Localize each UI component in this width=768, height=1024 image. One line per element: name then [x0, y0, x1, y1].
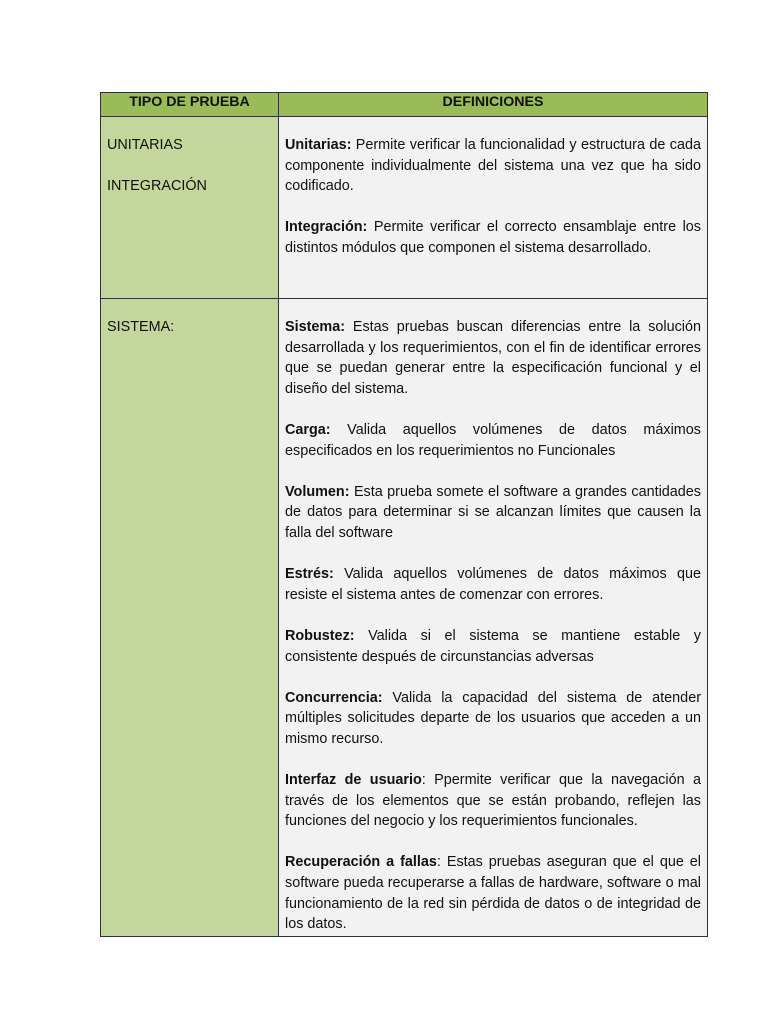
label-sistema: SISTEMA: — [107, 319, 175, 335]
table-header-row — [101, 93, 708, 117]
definition-item — [285, 217, 701, 258]
definition-term: Robustez: — [285, 627, 355, 644]
definition-item — [285, 852, 701, 934]
definition-term: Unitarias: — [285, 137, 352, 153]
definition-item — [285, 626, 701, 667]
header-tipo-de-prueba: TIPO DE PRUEBA — [101, 93, 279, 117]
definition-text: Permite verificar la funcionalidad y estructura de cada componente individualmente del sistema una vez que ha sido codificado. — [285, 137, 701, 195]
test-type-cell — [101, 299, 279, 937]
label-integracion: INTEGRACIÓN — [107, 178, 207, 195]
definition-term: Interfaz de usuario — [285, 772, 422, 789]
definition-term: Concurrencia: — [285, 689, 383, 706]
test-types-table — [100, 92, 708, 937]
definitions-cell — [279, 117, 708, 299]
definition-text: Valida la capacidad del sistema de atender múltiples solicitudes departe de los usuarios que acceden a un mismo recurso. — [285, 689, 701, 747]
definition-item — [285, 564, 701, 605]
definition-item — [285, 420, 701, 461]
label-unitarias: UNITARIAS — [107, 137, 183, 153]
definition-term: Recuperación a fallas — [285, 854, 437, 871]
header-definiciones: DEFINICIONES — [279, 93, 708, 117]
definition-item — [285, 482, 701, 544]
definition-text: : Estas pruebas aseguran que el que el software pueda recuperarse a fallas de hardware, software o mal funcionamiento de la red sin pérdida de datos o de integridad de los datos. — [285, 854, 701, 933]
definition-term: Estrés: — [285, 566, 334, 583]
table-row — [101, 299, 708, 937]
definition-item — [285, 770, 701, 832]
definition-item — [285, 317, 701, 399]
definition-text: Permite verificar el correcto ensamblaje entre los distintos módulos que componen el sistema desarrollado. — [285, 219, 701, 256]
definition-text: Valida aquellos volúmenes de datos máximos especificados en los requerimientos no Funcionales — [285, 421, 701, 459]
test-type-cell — [101, 117, 279, 299]
definition-term: Volumen: — [285, 483, 350, 500]
definition-term: Integración: — [285, 219, 368, 236]
definition-text: : Ppermite verificar que la navegación a través de los elementos que se están probando, reflejen las funciones del negocio y los requerimientos funcionales. — [285, 772, 701, 830]
definition-item — [285, 688, 701, 750]
definition-text: Valida si el sistema se mantiene estable y consistente después de circunstancias adversas — [285, 627, 701, 665]
definition-text: Esta prueba somete el software a grandes cantidades de datos para determinar si se alcanzan límites que causen la falla del software — [285, 483, 701, 541]
definition-item — [285, 135, 701, 197]
definition-term: Sistema: — [285, 319, 345, 335]
definition-text: Valida aquellos volúmenes de datos máximos que resiste el sistema antes de comenzar con errores. — [285, 566, 701, 603]
definitions-cell — [279, 299, 708, 937]
definition-text: Estas pruebas buscan diferencias entre la solución desarrollada y los requerimientos, con el fin de identificar errores que se puedan generar entre la especificación funcional y el diseño del sistema. — [285, 319, 701, 397]
definition-term: Carga: — [285, 421, 331, 438]
table-row — [101, 117, 708, 299]
